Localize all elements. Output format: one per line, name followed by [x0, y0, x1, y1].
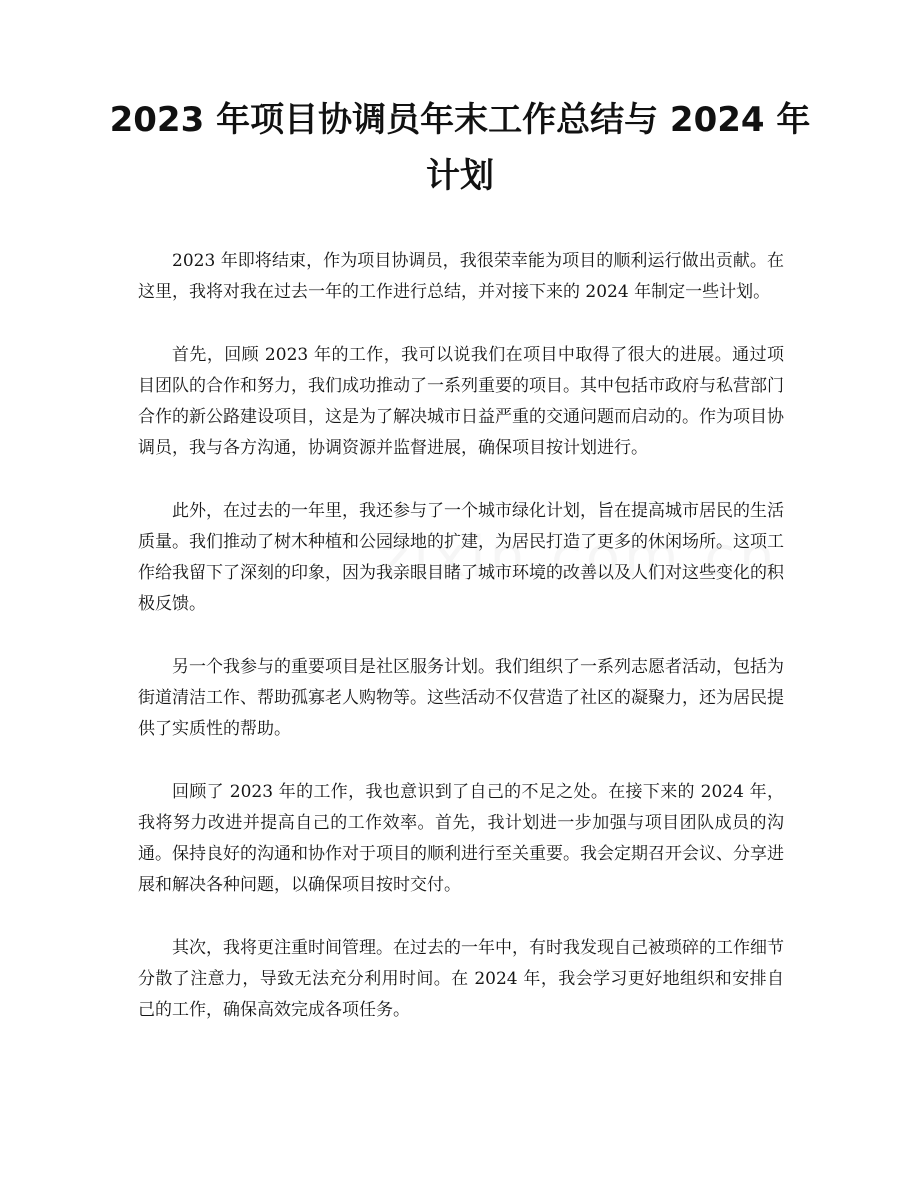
paragraph: 首先，回顾 2023 年的工作，我可以说我们在项目中取得了很大的进展。通过项目团队的合作和努力，我们成功推动了一系列重要的项目。其中包括市政府与私营部门合作的新公路建设项目，这是为了解决城市日益严重的交通问题而启动的。作为项目协调员，我与各方沟通，协调资源并监督进展，确保项目按计划进行。	[138, 345, 784, 458]
paragraph: 此外，在过去的一年里，我还参与了一个城市绿化计划，旨在提高城市居民的生活质量。我们推动了树木种植和公园绿地的扩建，为居民打造了更多的休闲场所。这项工作给我留下了深刻的印象，因为我亲眼目睹了城市环境的改善以及人们对这些变化的积极反馈。	[138, 501, 784, 614]
document-title	[100, 92, 820, 204]
title-line-2: 计划	[426, 156, 494, 196]
document-body	[138, 246, 784, 1058]
title-line-1: 2023 年项目协调员年末工作总结与 2024 年	[109, 100, 811, 140]
paragraph: 回顾了 2023 年的工作，我也意识到了自己的不足之处。在接下来的 2024 年，我将努力改进并提高自己的工作效率。首先，我计划进一步加强与项目团队成员的沟通。保持良好的沟通和协作对于项目的顺利进行至关重要。我会定期召开会议、分享进展和解决各种问题，以确保项目按时交付。	[138, 782, 784, 895]
paragraph: 2023 年即将结束，作为项目协调员，我很荣幸能为项目的顺利运行做出贡献。在这里，我将对我在过去一年的工作进行总结，并对接下来的 2024 年制定一些计划。	[138, 251, 784, 302]
paragraph: 另一个我参与的重要项目是社区服务计划。我们组织了一系列志愿者活动，包括为街道清洁工作、帮助孤寡老人购物等。这些活动不仅营造了社区的凝聚力，还为居民提供了实质性的帮助。	[138, 657, 784, 739]
paragraph: 其次，我将更注重时间管理。在过去的一年中，有时我发现自己被琐碎的工作细节分散了注意力，导致无法充分利用时间。在 2024 年，我会学习更好地组织和安排自己的工作，确保高效完成各项任务。	[138, 938, 784, 1020]
